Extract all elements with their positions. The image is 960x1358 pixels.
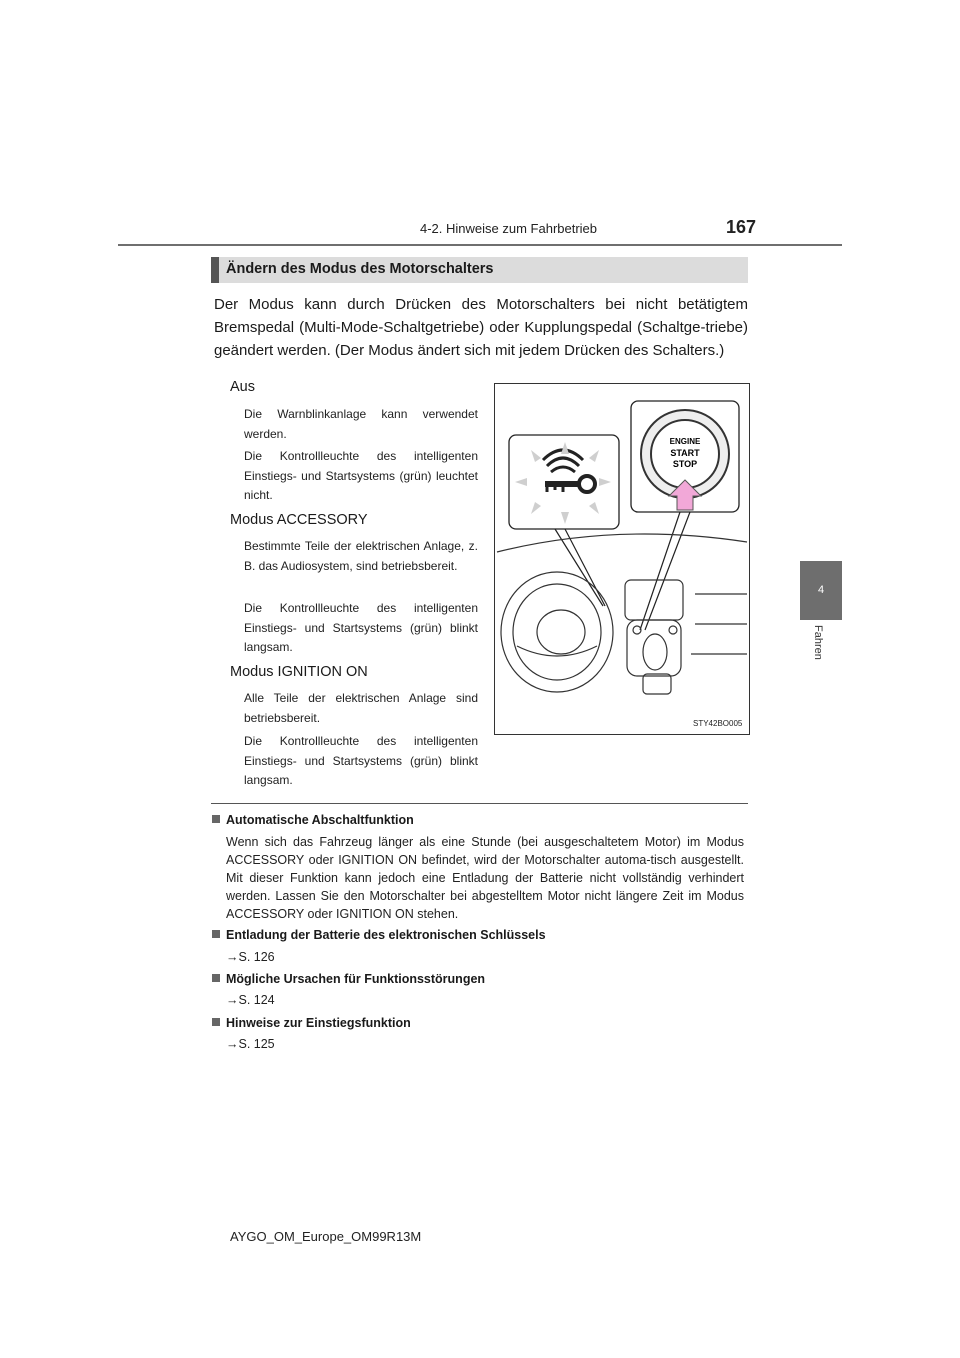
mode-desc: Die Kontrollleuchte des intelligenten Einstiegs- und Startsystems (grün) blinkt langsam. xyxy=(244,601,478,654)
bullet-square-icon xyxy=(212,930,220,938)
bullet-square-icon xyxy=(212,974,220,982)
page-number: 167 xyxy=(726,217,757,237)
button-text-engine: ENGINE xyxy=(669,437,701,446)
mode-desc: Bestimmte Teile der elektrischen Anlage, z. B. das Audiosystem, sind betriebsbereit. xyxy=(244,539,478,573)
page-reference: →S. 126 xyxy=(226,950,275,964)
button-text-stop: STOP xyxy=(672,459,698,469)
mode-title-aus: Aus xyxy=(230,379,255,395)
note-title-text: Entladung der Batterie des elektronischen Schlüssels xyxy=(226,928,546,942)
note-body: Wenn sich das Fahrzeug länger als eine Stunde (bei ausgeschaltetem Motor) im Modus ACCESSORY oder IGNITION ON befindet, wird der Motorschalter automa-tisch ausgestellt. Mit dieser Funktion kann jedoch eine Entladung der Batterie nicht vollständig verhindert werden. Lassen Sie den Motorschalter bei abgestelltem Motor nicht längere Zeit im Modus ACCESSORY oder IGNITION ON stehen. xyxy=(226,835,744,921)
section-heading xyxy=(211,257,748,283)
chapter-tab xyxy=(800,561,842,620)
footer-document-id: AYGO_OM_Europe_OM99R13M xyxy=(230,1229,422,1244)
chapter-number: 4 xyxy=(817,584,825,596)
mode-desc: Die Kontrollleuchte des intelligenten Einstiegs- und Startsystems (grün) leuchtet nicht. xyxy=(244,449,478,502)
button-text-start: START xyxy=(670,448,700,458)
notes-divider xyxy=(211,803,748,804)
note-title-text: Hinweise zur Einstiegsfunktion xyxy=(226,1016,411,1030)
bullet-square-icon xyxy=(212,815,220,823)
engine-switch-illustration xyxy=(494,383,750,735)
note-title xyxy=(212,1016,411,1030)
figure-code: STY42BO005 xyxy=(693,719,743,728)
heading-accent-bar xyxy=(211,257,219,283)
mode-desc: Die Warnblinkanlage kann verwendet werden. xyxy=(244,407,478,441)
note-title xyxy=(212,972,485,986)
chapter-label: Fahren xyxy=(812,625,824,660)
page-reference: →S. 124 xyxy=(226,993,275,1007)
note-title-text: Automatische Abschaltfunktion xyxy=(226,813,414,827)
header-rule xyxy=(118,244,842,246)
mode-title-ignition-on: Modus IGNITION ON xyxy=(230,664,368,680)
note-title-text: Mögliche Ursachen für Funktionsstörungen xyxy=(226,972,486,986)
note-title xyxy=(212,928,546,942)
mode-desc: Die Kontrollleuchte des intelligenten Einstiegs- und Startsystems (grün) blinkt langsam. xyxy=(244,734,478,787)
bullet-square-icon xyxy=(212,1018,220,1026)
illustration-svg xyxy=(495,384,749,734)
section-title: Ändern des Modus des Motorschalters xyxy=(226,261,494,277)
intro-paragraph: Der Modus kann durch Drücken des Motorschalters bei nicht betätigtem Bremspedal (Multi-Mode-Schaltgetriebe) oder Kupplungspedal (Schaltge-triebe) geändert werden. (Der Modus ändert sich mit jedem Drücken des Schalters.) xyxy=(214,296,748,359)
page-reference: →S. 125 xyxy=(226,1037,275,1051)
running-header-section: 4-2. Hinweise zum Fahrbetrieb xyxy=(420,221,598,236)
note-title xyxy=(212,813,414,827)
dashboard-drawing xyxy=(497,534,747,694)
mode-title-accessory: Modus ACCESSORY xyxy=(230,512,368,528)
mode-desc: Alle Teile der elektrischen Anlage sind betriebsbereit. xyxy=(244,691,478,725)
callout-line xyxy=(555,529,603,606)
callout-line xyxy=(640,512,680,630)
chapter-tab-label-wrap xyxy=(800,625,842,705)
